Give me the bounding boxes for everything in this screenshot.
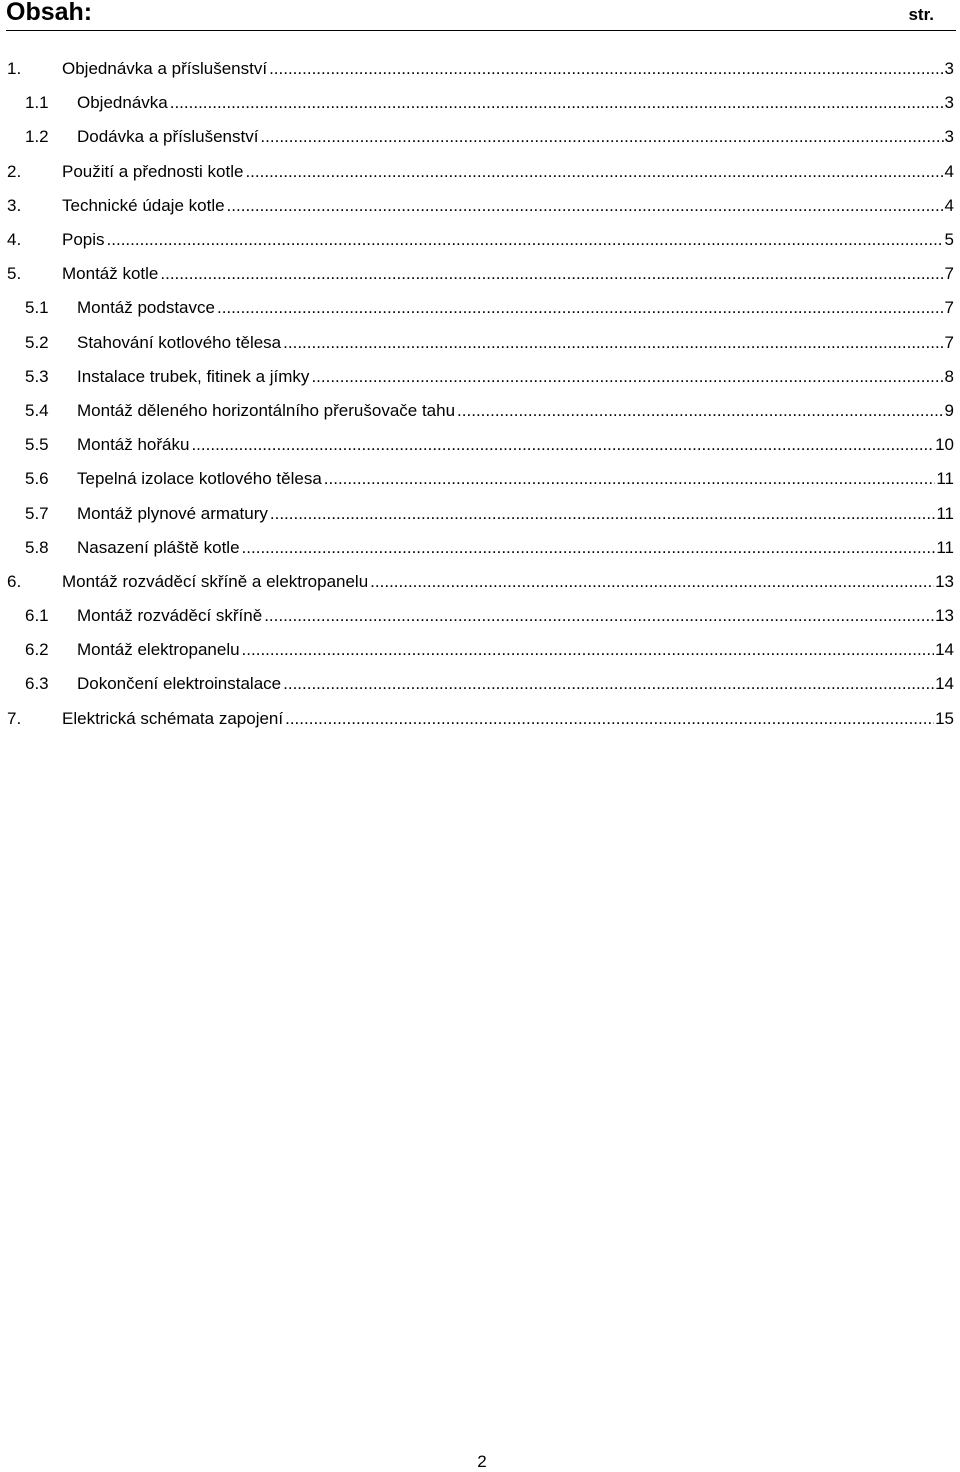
toc-entry-page: 13 bbox=[935, 571, 954, 591]
toc-dot-leader bbox=[242, 639, 935, 661]
toc-dot-leader bbox=[217, 297, 944, 319]
toc-entry-title: Objednávka bbox=[77, 93, 168, 113]
toc-entry-number: 3. bbox=[7, 195, 22, 215]
toc-entry[interactable] bbox=[7, 428, 954, 462]
toc-entry-page: 7 bbox=[944, 332, 954, 352]
toc-entry-number: 5.5 bbox=[25, 435, 49, 455]
page-title: Obsah: bbox=[6, 0, 93, 26]
toc-entry-page: 3 bbox=[944, 127, 954, 147]
toc-entry-title: Použití a přednosti kotle bbox=[62, 161, 244, 181]
toc-entry-page: 11 bbox=[936, 537, 954, 557]
toc-entry-page: 8 bbox=[944, 366, 954, 386]
toc-entry-page: 13 bbox=[935, 606, 954, 626]
toc-entry[interactable] bbox=[7, 86, 954, 120]
toc-dot-leader bbox=[457, 400, 943, 422]
page-header bbox=[6, 0, 956, 31]
toc-dot-leader bbox=[191, 434, 934, 456]
toc-entry-title: Popis bbox=[62, 230, 105, 250]
toc-entry-number: 4. bbox=[7, 230, 22, 250]
table-of-contents bbox=[7, 52, 954, 736]
toc-entry-page: 11 bbox=[936, 503, 954, 523]
toc-entry[interactable] bbox=[7, 360, 954, 394]
toc-entry[interactable] bbox=[7, 496, 954, 530]
toc-dot-leader bbox=[324, 468, 936, 490]
toc-entry-title: Stahování kotlového tělesa bbox=[77, 332, 282, 352]
toc-entry-number: 1. bbox=[7, 59, 22, 79]
toc-entry-number: 2. bbox=[7, 161, 22, 181]
toc-entry[interactable] bbox=[7, 702, 954, 736]
toc-entry-page: 11 bbox=[936, 469, 954, 489]
toc-dot-leader bbox=[160, 263, 943, 285]
toc-entry[interactable] bbox=[7, 462, 954, 496]
toc-dot-leader bbox=[285, 708, 934, 730]
toc-entry-page: 10 bbox=[935, 435, 954, 455]
toc-entry-page: 7 bbox=[944, 264, 954, 284]
toc-entry-title: Technické údaje kotle bbox=[62, 195, 225, 215]
toc-entry-title: Montáž děleného horizontálního přerušovače tahu bbox=[77, 400, 456, 420]
toc-entry-title: Montáž rozváděcí skříně a elektropanelu bbox=[62, 571, 369, 591]
toc-entry-number: 6.2 bbox=[25, 640, 49, 660]
toc-entry-page: 4 bbox=[944, 161, 954, 181]
toc-dot-leader bbox=[227, 195, 944, 217]
toc-dot-leader bbox=[283, 332, 943, 354]
toc-entry-title: Montáž elektropanelu bbox=[77, 640, 240, 660]
toc-entry[interactable] bbox=[7, 599, 954, 633]
toc-entry-title: Dodávka a příslušenství bbox=[77, 127, 259, 147]
toc-entry-number: 6.1 bbox=[25, 606, 49, 626]
toc-dot-leader bbox=[107, 229, 944, 251]
toc-entry-title: Elektrická schémata zapojení bbox=[62, 708, 284, 728]
toc-entry-page: 14 bbox=[935, 640, 954, 660]
toc-entry-page: 14 bbox=[935, 674, 954, 694]
page-column-label: str. bbox=[908, 5, 934, 24]
toc-dot-leader bbox=[170, 92, 944, 114]
toc-entry-title: Instalace trubek, fitinek a jímky bbox=[77, 366, 310, 386]
toc-dot-leader bbox=[283, 673, 934, 695]
toc-entry-page: 3 bbox=[944, 93, 954, 113]
toc-entry-number: 5.6 bbox=[25, 469, 49, 489]
toc-entry-title: Montáž plynové armatury bbox=[77, 503, 268, 523]
toc-dot-leader bbox=[269, 58, 943, 80]
toc-dot-leader bbox=[270, 503, 935, 525]
toc-entry-number: 6.3 bbox=[25, 674, 49, 694]
toc-entry-page: 5 bbox=[944, 230, 954, 250]
toc-entry[interactable] bbox=[7, 394, 954, 428]
toc-entry[interactable] bbox=[7, 257, 954, 291]
toc-entry-page: 9 bbox=[944, 400, 954, 420]
toc-entry-title: Objednávka a příslušenství bbox=[62, 59, 268, 79]
toc-entry-page: 3 bbox=[944, 59, 954, 79]
toc-entry[interactable] bbox=[7, 155, 954, 189]
toc-entry[interactable] bbox=[7, 189, 954, 223]
footer-page-number: 2 bbox=[477, 1452, 487, 1471]
toc-entry-number: 5.3 bbox=[25, 366, 49, 386]
toc-entry[interactable] bbox=[7, 52, 954, 86]
toc-entry-number: 7. bbox=[7, 708, 22, 728]
toc-entry-title: Montáž hořáku bbox=[77, 435, 190, 455]
toc-entry[interactable] bbox=[7, 120, 954, 154]
toc-entry-title: Montáž rozváděcí skříně bbox=[77, 606, 263, 626]
toc-entry-number: 5.2 bbox=[25, 332, 49, 352]
toc-dot-leader bbox=[245, 161, 943, 183]
toc-entry[interactable] bbox=[7, 633, 954, 667]
toc-entry-number: 5. bbox=[7, 264, 22, 284]
toc-entry-title: Nasazení pláště kotle bbox=[77, 537, 240, 557]
toc-entry-title: Montáž kotle bbox=[62, 264, 159, 284]
toc-dot-leader bbox=[311, 366, 943, 388]
toc-entry[interactable] bbox=[7, 667, 954, 701]
toc-dot-leader bbox=[260, 126, 943, 148]
toc-entry[interactable] bbox=[7, 531, 954, 565]
toc-entry-number: 5.8 bbox=[25, 537, 49, 557]
toc-dot-leader bbox=[264, 605, 934, 627]
toc-entry-number: 5.1 bbox=[25, 298, 49, 318]
toc-entry-title: Dokončení elektroinstalace bbox=[77, 674, 282, 694]
toc-dot-leader bbox=[242, 537, 936, 559]
toc-entry[interactable] bbox=[7, 223, 954, 257]
toc-entry-page: 4 bbox=[944, 195, 954, 215]
toc-entry-page: 15 bbox=[935, 708, 954, 728]
toc-entry-page: 7 bbox=[944, 298, 954, 318]
toc-entry-number: 6. bbox=[7, 571, 22, 591]
toc-entry[interactable] bbox=[7, 565, 954, 599]
toc-entry-title: Montáž podstavce bbox=[77, 298, 215, 318]
toc-entry[interactable] bbox=[7, 291, 954, 325]
toc-entry-number: 1.2 bbox=[25, 127, 49, 147]
toc-entry-number: 1.1 bbox=[25, 93, 49, 113]
toc-entry-number: 5.4 bbox=[25, 400, 49, 420]
toc-entry-title: Tepelná izolace kotlového tělesa bbox=[77, 469, 322, 489]
toc-dot-leader bbox=[370, 571, 934, 593]
toc-entry-number: 5.7 bbox=[25, 503, 49, 523]
toc-entry[interactable] bbox=[7, 326, 954, 360]
